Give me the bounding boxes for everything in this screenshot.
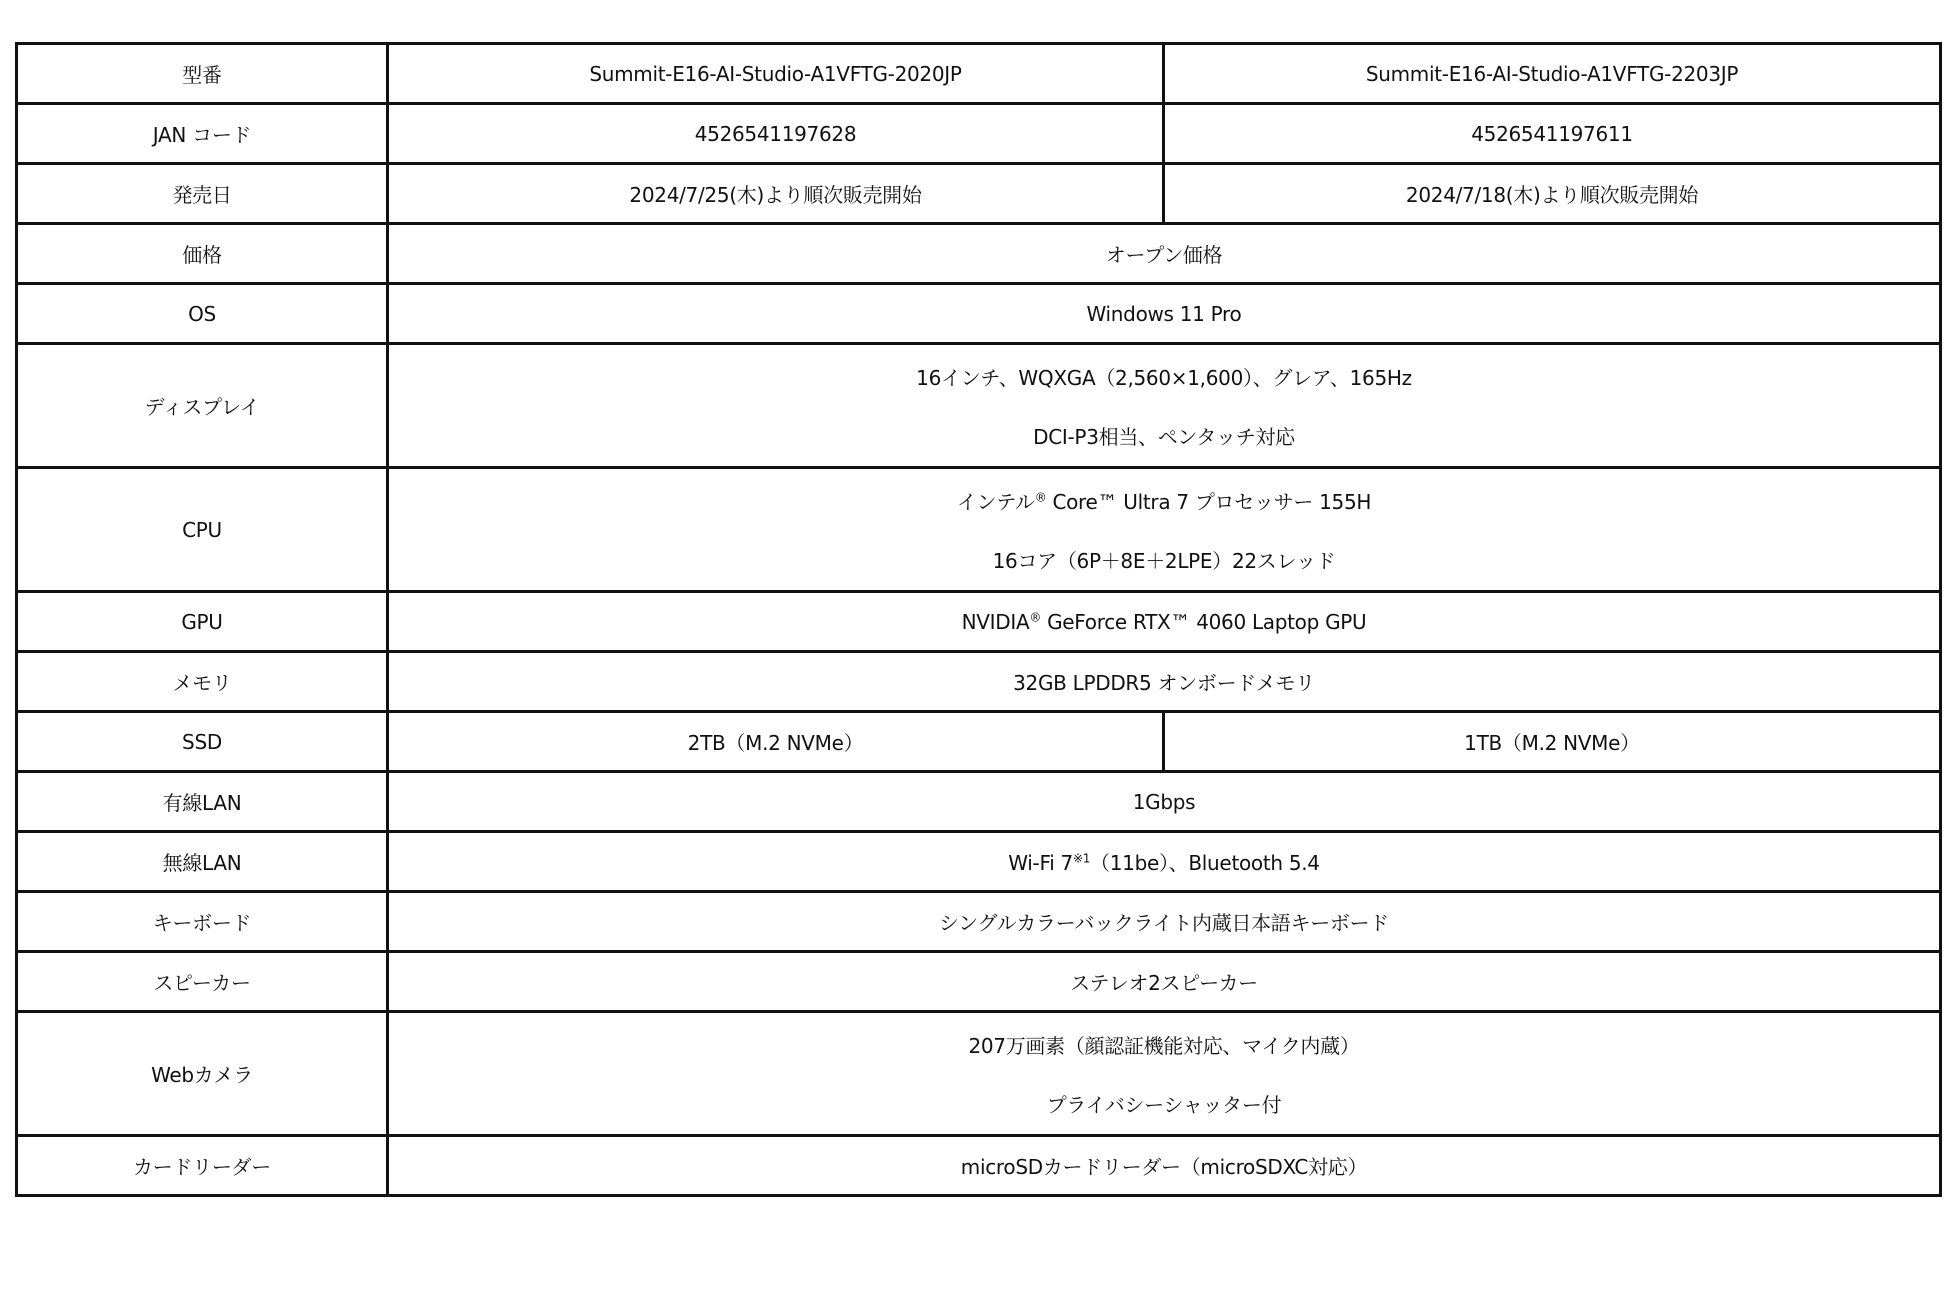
wifi: Wi-Fi 7 [1008, 851, 1073, 875]
row-card-reader [17, 1136, 1941, 1196]
display [388, 344, 1941, 468]
display-line-1: 16インチ、WQXGA（2,560×1,600）、グレア、165Hz [916, 365, 1412, 390]
ssd-2: 1TB（M.2 NVMe） [1164, 712, 1941, 772]
row-label: SSD [17, 712, 388, 772]
os: Windows 11 Pro [388, 284, 1941, 344]
row-gpu [17, 592, 1941, 652]
memory: 32GB LPDDR5 オンボードメモリ [388, 652, 1941, 712]
price: オープン価格 [388, 224, 1941, 284]
keyboard: シングルカラーバックライト内蔵日本語キーボード [388, 892, 1941, 952]
row-jan [17, 104, 1941, 164]
row-wireless-lan [17, 832, 1941, 892]
gpu-model: GeForce RTX™ 4060 Laptop GPU [1041, 609, 1367, 634]
gpu [388, 592, 1941, 652]
row-label: スピーカー [17, 952, 388, 1012]
webcam [388, 1012, 1941, 1136]
jan-1: 4526541197628 [388, 104, 1164, 164]
row-cpu [17, 468, 1941, 592]
row-speaker [17, 952, 1941, 1012]
row-label: OS [17, 284, 388, 344]
jan-2: 4526541197611 [1164, 104, 1941, 164]
model-2: Summit-E16-AI-Studio-A1VFTG-2203JP [1164, 44, 1941, 104]
model-1: Summit-E16-AI-Studio-A1VFTG-2020JP [388, 44, 1164, 104]
release-2: 2024/7/18(木)より順次販売開始 [1164, 164, 1941, 224]
cpu-line-1 [389, 486, 1939, 515]
row-label: キーボード [17, 892, 388, 952]
row-display [17, 344, 1941, 468]
footnote-mark: ※1 [1072, 851, 1091, 866]
row-label: メモリ [17, 652, 388, 712]
ssd-1: 2TB（M.2 NVMe） [388, 712, 1164, 772]
spec-table [15, 42, 1942, 1197]
display-line-2: DCI-P3相当、ペンタッチ対応 [1033, 424, 1295, 449]
row-label: カードリーダー [17, 1136, 388, 1196]
row-price [17, 224, 1941, 284]
row-label: JAN コード [17, 104, 388, 164]
wireless-lan [388, 832, 1941, 892]
registered-mark: ® [1029, 609, 1042, 624]
cpu-brand: インテル [956, 489, 1035, 514]
cpu-line-2: 16コア（6P＋8E＋2LPE）22スレッド [992, 548, 1336, 573]
row-label: GPU [17, 592, 388, 652]
gpu-brand: NVIDIA [961, 609, 1030, 634]
row-memory [17, 652, 1941, 712]
row-keyboard [17, 892, 1941, 952]
row-label: 発売日 [17, 164, 388, 224]
row-label: 無線LAN [17, 832, 388, 892]
webcam-line-2: プライバシーシャッター付 [1046, 1092, 1282, 1117]
wired-lan: 1Gbps [388, 772, 1941, 832]
row-label: CPU [17, 468, 388, 592]
row-ssd [17, 712, 1941, 772]
row-label: ディスプレイ [17, 344, 388, 468]
row-model [17, 44, 1941, 104]
cpu [388, 468, 1941, 592]
row-os [17, 284, 1941, 344]
webcam-line-1: 207万画素（顔認証機能対応、マイク内蔵） [968, 1033, 1360, 1058]
row-webcam [17, 1012, 1941, 1136]
row-wired-lan [17, 772, 1941, 832]
cpu-model: Core™ Ultra 7 プロセッサー 155H [1046, 489, 1372, 514]
row-label: Webカメラ [17, 1012, 388, 1136]
row-label: 型番 [17, 44, 388, 104]
row-release [17, 164, 1941, 224]
row-label: 価格 [17, 224, 388, 284]
row-label: 有線LAN [17, 772, 388, 832]
registered-mark: ® [1034, 489, 1047, 504]
card-reader: microSDカードリーダー（microSDXC対応） [388, 1136, 1941, 1196]
release-1: 2024/7/25(木)より順次販売開始 [388, 164, 1164, 224]
wifi-bluetooth: （11be）、Bluetooth 5.4 [1090, 851, 1320, 875]
speaker: ステレオ2スピーカー [388, 952, 1941, 1012]
